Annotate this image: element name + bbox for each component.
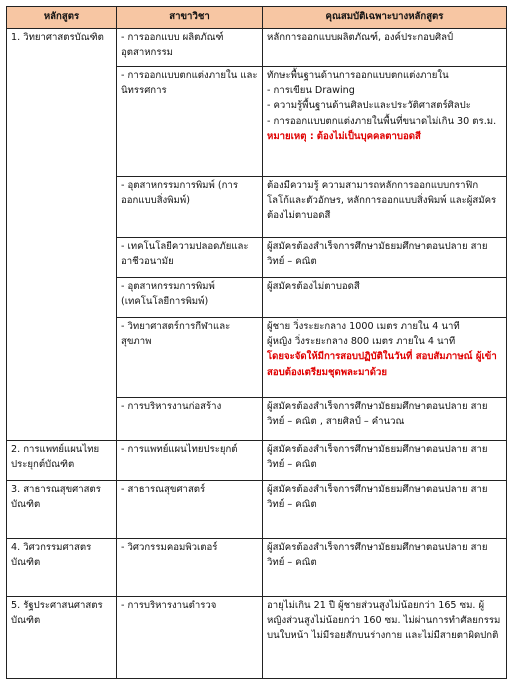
requirement-line: หลักการออกแบบผลิตภัณฑ์, องค์ประกอบศิลป์: [267, 32, 454, 43]
requirements-cell: [263, 481, 507, 539]
note-label: หมายเหตุ :: [267, 130, 314, 142]
program-cell: 4. วิศวกรรมศาสตรบัณฑิต: [7, 539, 117, 597]
major-cell: - วิทยาศาสตร์การกีฬาและสุขภาพ: [117, 318, 263, 398]
table-row: [7, 29, 507, 67]
admission-requirements-document: [6, 6, 506, 679]
major-cell: - การออกแบบ ผลิตภัณฑ์อุตสาหกรรม: [117, 29, 263, 67]
important-note: โดยจะจัดให้มีการสอบปฏิบัติในวันที่ สอบสัมภาษณ์ ผู้เข้าสอบต้องเตรียมชุดพละมาด้วย: [267, 351, 497, 378]
requirement-line: ผู้สมัครต้องไม่ตาบอดสี: [267, 281, 360, 292]
header-major: สาขาวิชา: [117, 7, 263, 29]
requirement-line: ผู้ชาย วิ่งระยะกลาง 1000 เมตร ภายใน 4 นาที: [267, 321, 460, 332]
requirements-table: [6, 6, 507, 679]
requirements-cell: [263, 29, 507, 67]
major-cell: - เทคโนโลยีความปลอดภัยและอาชีวอนามัย: [117, 238, 263, 278]
major-cell: - การออกแบบตกแต่งภายใน และนิทรรศการ: [117, 67, 263, 177]
major-cell: - วิศวกรรมคอมพิวเตอร์: [117, 539, 263, 597]
table-body: [7, 29, 507, 679]
note-line: [267, 129, 502, 144]
major-cell: - การบริหารงานก่อสร้าง: [117, 398, 263, 441]
major-cell: - การแพทย์แผนไทยประยุกต์: [117, 441, 263, 481]
major-cell: - การบริหารงานตำรวจ: [117, 597, 263, 679]
program-cell: 3. สาธารณสุขศาสตรบัณฑิต: [7, 481, 117, 539]
requirement-line: ทักษะพื้นฐานด้านการออกแบบตกแต่งภายใน: [267, 70, 449, 81]
table-row: [7, 481, 507, 539]
requirement-line: - การออกแบบตกแต่งภายในพื้นที่ขนาดไม่เกิน 30 ตร.ม.: [267, 115, 497, 127]
table-row: [7, 441, 507, 481]
requirement-line: ต้องมีความรู้ ความสามารถหลักการออกแบบกราฟิก โลโก้และตัวอักษร, หลักการออกแบบสิ่งพิมพ์ และผู้สมัครต้องไม่ตาบอดสี: [267, 180, 497, 222]
requirements-cell: [263, 177, 507, 238]
requirements-cell: [263, 318, 507, 398]
table-row: [7, 597, 507, 679]
requirement-line: ผู้สมัครต้องสำเร็จการศึกษามัธยมศึกษาตอนปลาย สายวิทย์ – คณิต: [267, 241, 488, 268]
requirements-cell: [263, 398, 507, 441]
requirement-line: - การเขียน Drawing: [267, 85, 355, 97]
requirements-cell: [263, 67, 507, 177]
program-cell: 1. วิทยาศาสตรบัณฑิต: [7, 29, 117, 441]
program-cell: 2. การแพทย์แผนไทยประยุกต์บัณฑิต: [7, 441, 117, 481]
major-cell: - อุตสาหกรรมการพิมพ์ (การออกแบบสิ่งพิมพ์): [117, 177, 263, 238]
major-cell: - สาธารณสุขศาสตร์: [117, 481, 263, 539]
program-cell: 5. รัฐประศาสนศาสตรบัณฑิต: [7, 597, 117, 679]
requirements-cell: [263, 441, 507, 481]
major-cell: - อุตสาหกรรมการพิมพ์ (เทคโนโลยีการพิมพ์): [117, 278, 263, 318]
requirement-line: ผู้สมัครต้องสำเร็จการศึกษามัธยมศึกษาตอนปลาย สายวิทย์ – คณิต: [267, 444, 488, 471]
header-program: หลักสูตร: [7, 7, 117, 29]
requirements-cell: [263, 597, 507, 679]
requirements-cell: [263, 539, 507, 597]
table-row: [7, 539, 507, 597]
header-requirements: คุณสมบัติเฉพาะบางหลักสูตร: [263, 7, 507, 29]
requirement-line: อายุไม่เกิน 21 ปี ผู้ชายส่วนสูงไม่น้อยกว่า 165 ซม. ผู้หญิงส่วนสูงไม่น้อยกว่า 160 ซม. ไม่ผ่านการทำศัลยกรรมบนใบหน้า ไม่มีรอยสักบนร่างกาย และไม่มีสายตาผิดปกติ: [267, 600, 501, 642]
requirements-cell: [263, 278, 507, 318]
note-text: ต้องไม่เป็นบุคคลตาบอดสี: [316, 130, 421, 142]
requirement-line: ผู้สมัครต้องสำเร็จการศึกษามัธยมศึกษาตอนปลาย สายวิทย์ – คณิต , สายศิลป์ – คำนวณ: [267, 401, 488, 428]
requirements-cell: [263, 238, 507, 278]
requirement-line: - ความรู้พื้นฐานด้านศิลปะและประวัติศาสตร์ศิลปะ: [267, 100, 471, 112]
requirement-line: ผู้หญิง วิ่งระยะกลาง 800 เมตร ภายใน 4 นาที: [267, 336, 456, 348]
table-header-row: [7, 7, 507, 29]
requirement-line: ผู้สมัครต้องสำเร็จการศึกษามัธยมศึกษาตอนปลาย สายวิทย์ – คณิต: [267, 484, 488, 511]
requirement-line: ผู้สมัครต้องสำเร็จการศึกษามัธยมศึกษาตอนปลาย สายวิทย์ – คณิต: [267, 542, 488, 569]
